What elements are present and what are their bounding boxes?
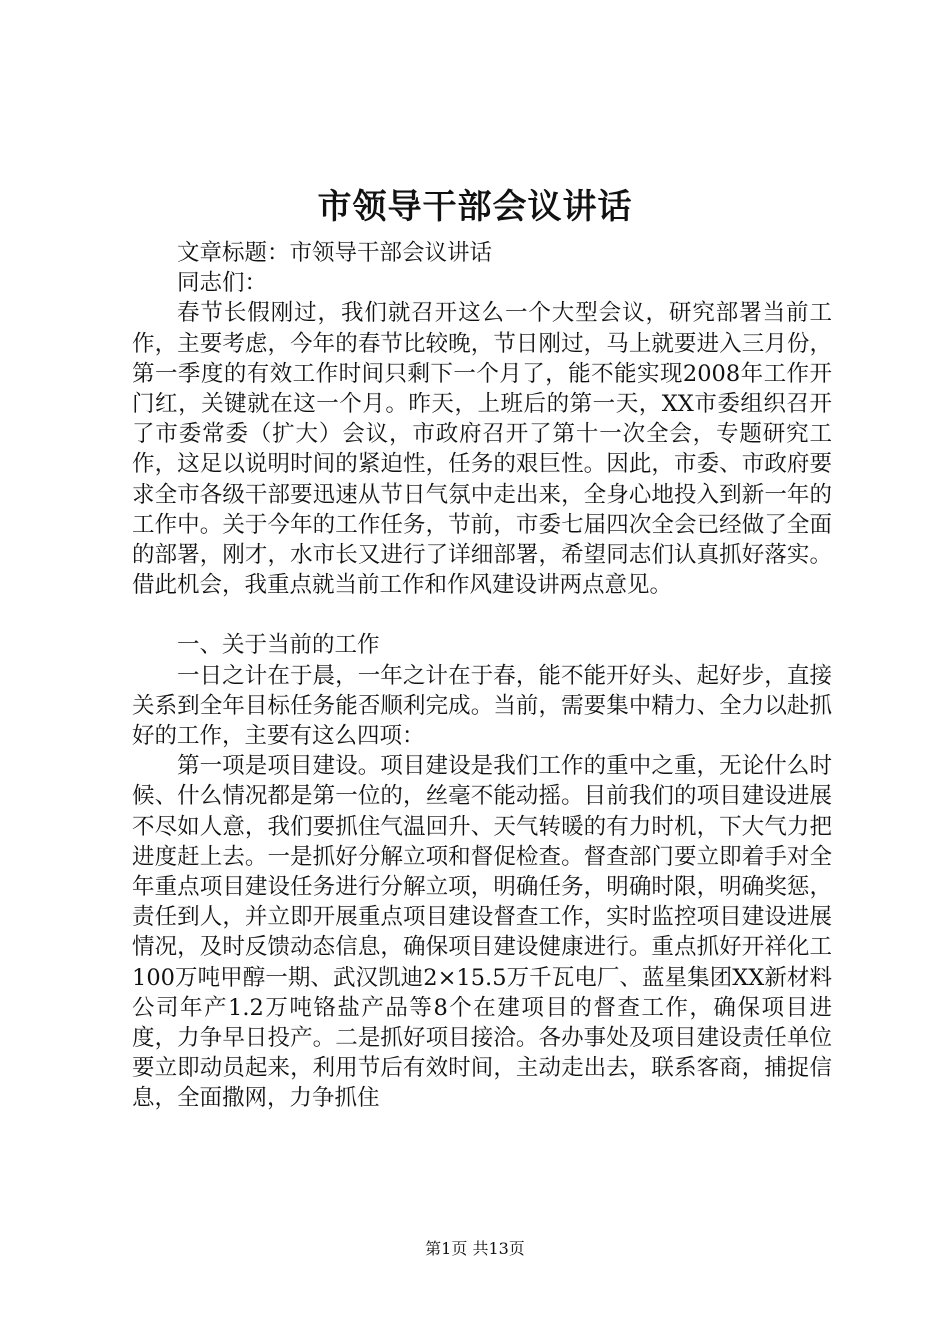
project-construction-paragraph: 第一项是项目建设。项目建设是我们工作的重中之重，无论什么时候、什么情况都是第一位的，丝毫不能动摇。目前我们的项目建设进展不尽如人意，我们要抓住气温回升、天气转暖的有力时机，下大气力把进度赶上去。一是抓好分解立项和督促检查。督查部门要立即着手对全年重点项目建设任务进行分解立项，明确任务，明确时限，明确奖惩，责任到人，并立即开展重点项目建设督查工作，实时监控项目建设进展情况，及时反馈动态信息，确保项目建设健康进行。重点抓好开祥化工100万吨甲醇一期、武汉凯迪2×15.5万千瓦电厂、蓝星集团XX新材料公司年产1.2万吨铬盐产品等8个在建项目的督查工作，确保项目进度，力争早日投产。二是抓好项目接洽。各办事处及项目建设责任单位要立即动员起来，利用节后有效时间，主动走出去，联系客商，捕捉信息，全面撒网，力争抓住	[132, 753, 832, 1112]
intro-paragraph: 春节长假刚过，我们就召开这么一个大型会议，研究部署当前工作，主要考虑，今年的春节比较晚，节日刚过，马上就要进入三月份，第一季度的有效工作时间只剩下一个月了，能不能实现2008年工作开门红，关键就在这一个月。昨天，上班后的第一天，XX市委组织召开了市委常委（扩大）会议，市政府召开了第十一次全会，专题研究工作，这足以说明时间的紧迫性，任务的艰巨性。因此，市委、市政府要求全市各级干部要迅速从节日气氛中走出来，全身心地投入到新一年的工作中。关于今年的工作任务，节前，市委七届四次全会已经做了全面的部署，刚才，水市长又进行了详细部署，希望同志们认真抓好落实。借此机会，我重点就当前工作和作风建设讲两点意见。	[132, 300, 832, 599]
document-body	[132, 238, 832, 1114]
page-footer: 第1页 共13页	[425, 1239, 525, 1258]
section-heading: 一、关于当前的工作	[177, 632, 380, 659]
section-intro-paragraph: 一日之计在于晨，一年之计在于春，能不能开好头、起好步，直接关系到全年目标任务能否顺利完成。当前，需要集中精力、全力以赴抓好的工作，主要有这么四项：	[132, 662, 832, 750]
document-title: 市领导干部会议讲话	[317, 187, 633, 227]
article-title-line: 文章标题：市领导干部会议讲话	[177, 240, 493, 266]
salutation: 同志们：	[177, 270, 268, 297]
